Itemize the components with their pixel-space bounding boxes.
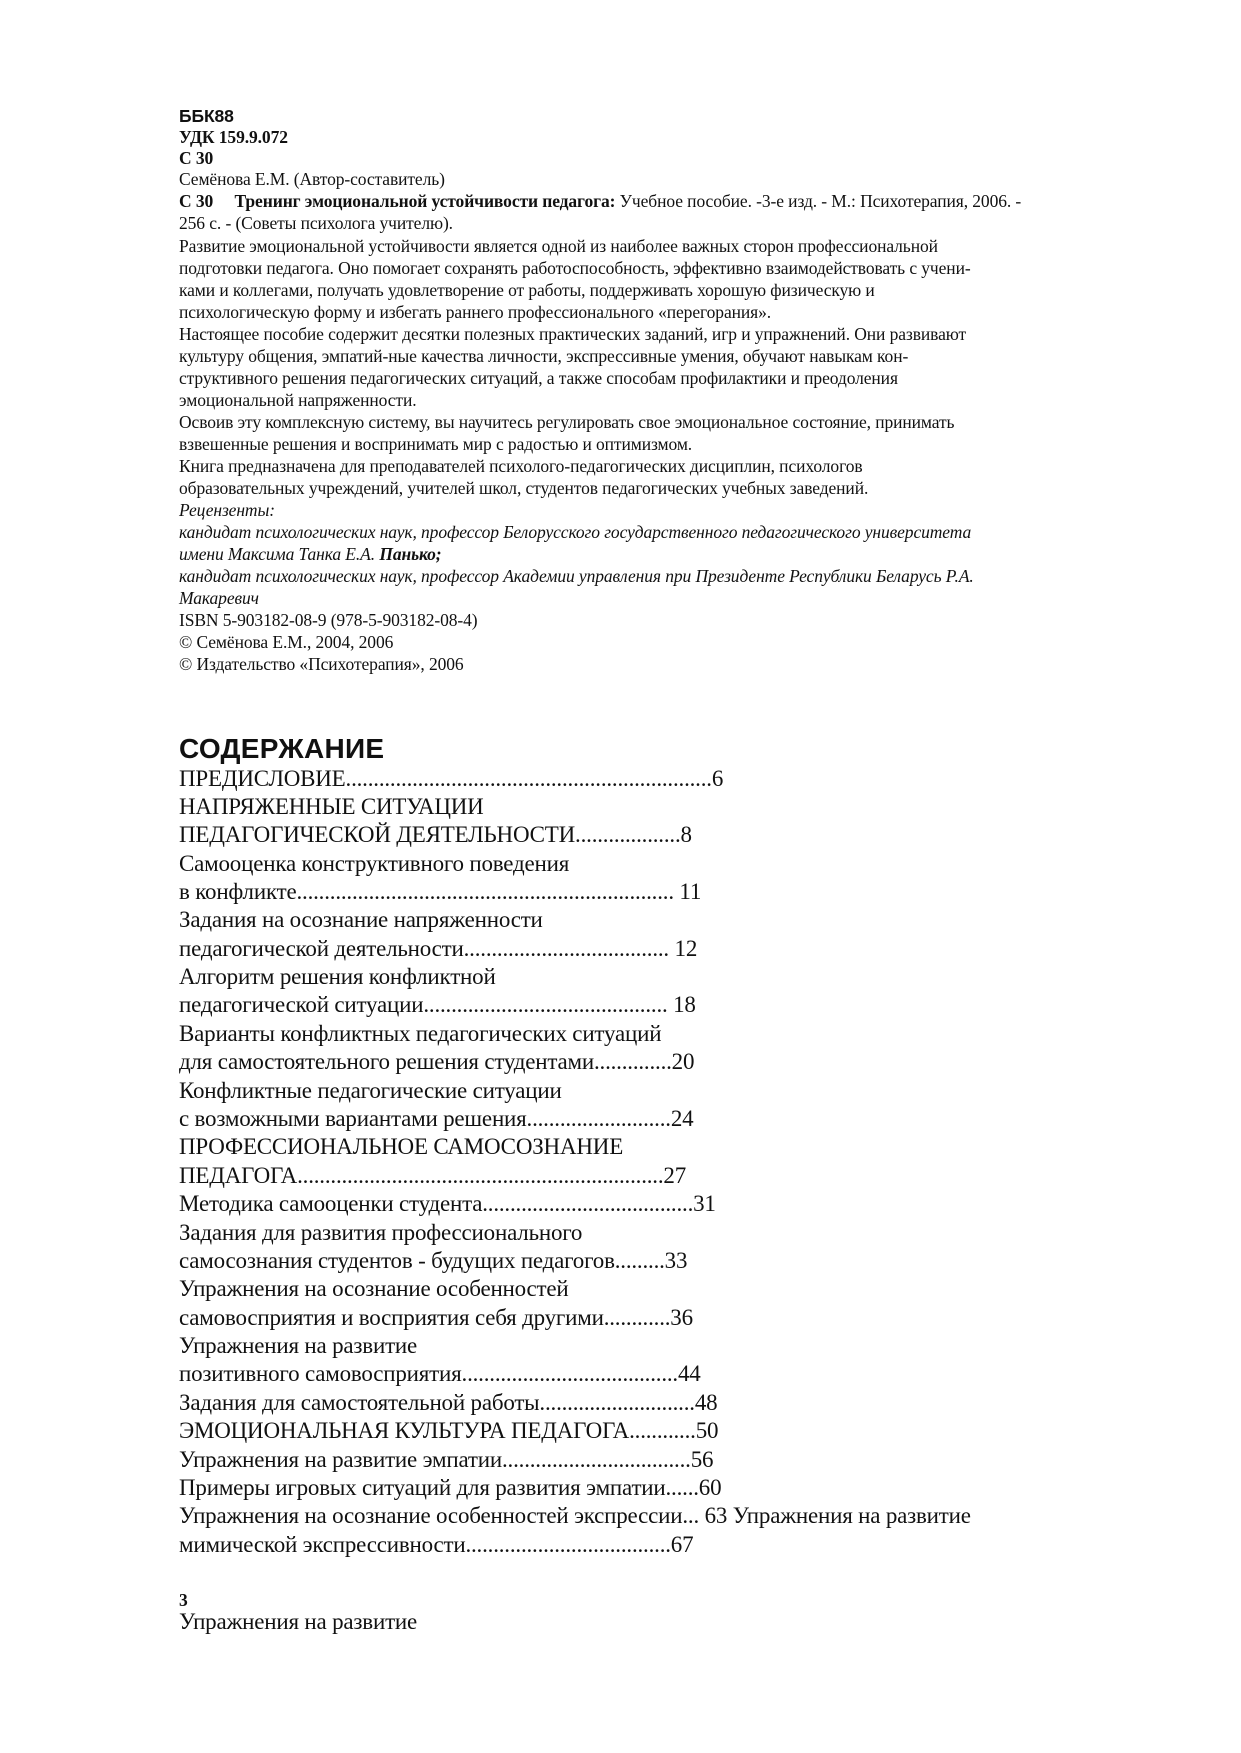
toc-entry[interactable]: с возможными вариантами решения..........................24 xyxy=(179,1106,694,1131)
toc-entry[interactable]: ПЕДАГОГИЧЕСКОЙ ДЕЯТЕЛЬНОСТИ...................8 xyxy=(179,822,692,847)
toc-entry[interactable]: Примеры игровых ситуаций для развития эмпатии......60 xyxy=(179,1475,722,1500)
toc-entry[interactable]: ПРОФЕССИОНАЛЬНОЕ САМОСОЗНАНИЕ xyxy=(179,1134,624,1159)
toc-entry[interactable]: педагогической деятельности..................................... 12 xyxy=(179,936,698,961)
abstract-line: образовательных учреждений, учителей школ, студентов педагогических учебных заведений. xyxy=(179,478,869,498)
abstract-line: психологическую форму и избегать раннего профессионального «перегорания». xyxy=(179,302,772,322)
abstract-line: Книга предназначена для преподавателей психолого-педагогических дисциплин, психологов xyxy=(179,456,863,476)
toc-entry[interactable]: Упражнения на развитие xyxy=(179,1333,418,1358)
author-line: Семёнова Е.М. (Автор-составитель) xyxy=(179,169,445,189)
bib-details: Учебное пособие. -3-е изд. - М.: Психотерапия, 2006. - xyxy=(619,191,1022,211)
toc-entry[interactable]: Самооценка конструктивного поведения xyxy=(179,851,570,876)
toc-entry[interactable]: ЭМОЦИОНАЛЬНАЯ КУЛЬТУРА ПЕДАГОГА............50 xyxy=(179,1418,719,1443)
bib-series: 256 с. - (Советы психолога учителю). xyxy=(179,213,453,233)
bibliographic-entry xyxy=(179,189,1021,213)
toc-entry[interactable]: Варианты конфликтных педагогических ситуаций xyxy=(179,1021,662,1046)
toc-entry[interactable]: самовосприятия и восприятия себя другими............36 xyxy=(179,1305,693,1330)
reviewer-1-affiliation: имени Максима Танка Е.А. xyxy=(179,544,380,564)
toc-entry[interactable]: Задания на осознание напряженности xyxy=(179,907,543,932)
toc-entry[interactable]: педагогической ситуации............................................ 18 xyxy=(179,992,696,1017)
reviewer-2-name: Макаревич xyxy=(179,588,259,608)
toc-entry[interactable]: НАПРЯЖЕННЫЕ СИТУАЦИИ xyxy=(179,794,484,819)
toc-entry[interactable]: Упражнения на осознание особенностей xyxy=(179,1276,569,1301)
toc-entry[interactable]: для самостоятельного решения студентами..............20 xyxy=(179,1049,695,1074)
toc-entry[interactable]: Методика самооценки студента......................................31 xyxy=(179,1191,716,1216)
abstract-line: Настоящее пособие содержит десятки полезных практических заданий, игр и упражнений. Они развивают xyxy=(179,324,967,344)
toc-entry[interactable]: Алгоритм решения конфликтной xyxy=(179,964,496,989)
reviewers-label: Рецензенты: xyxy=(179,500,275,520)
copyright-publisher: © Издательство «Психотерапия», 2006 xyxy=(179,654,464,674)
toc-entry[interactable]: Конфликтные педагогические ситуации xyxy=(179,1078,562,1103)
abstract-line: Развитие эмоциональной устойчивости является одной из наиболее важных сторон профессиональной xyxy=(179,236,938,256)
toc-entry[interactable]: самосознания студентов - будущих педагогов.........33 xyxy=(179,1248,688,1273)
toc-entry[interactable]: ПРЕДИСЛОВИЕ..................................................................6 xyxy=(179,766,724,791)
toc-entry[interactable]: Упражнения на осознание особенностей экспрессии... 63 Упражнения на развитие xyxy=(179,1503,971,1528)
toc-entry[interactable]: Задания для развития профессионального xyxy=(179,1220,583,1245)
reviewer-2: кандидат психологических наук, профессор Академии управления при Президенте Республики Беларусь Р.А. xyxy=(179,566,974,586)
bib-code: С 30 xyxy=(179,191,214,211)
toc-entry[interactable]: мимической экспрессивности.....................................67 xyxy=(179,1532,694,1557)
toc-entry[interactable]: позитивного самовосприятия.......................................44 xyxy=(179,1361,701,1386)
abstract-line: эмоциональной напряженности. xyxy=(179,390,417,410)
toc-entry[interactable]: Задания для самостоятельной работы............................48 xyxy=(179,1390,718,1415)
abstract-line: подготовки педагога. Оно помогает сохранять работоспособность, эффективно взаимодействовать с учени- xyxy=(179,258,971,278)
toc-entry[interactable]: ПЕДАГОГА..................................................................27 xyxy=(179,1163,686,1188)
page-number: 3 xyxy=(179,1590,188,1610)
author-mark: С 30 xyxy=(179,148,214,168)
isbn: ISBN 5-903182-08-9 (978-5-903182-08-4) xyxy=(179,610,478,630)
toc-entry[interactable]: Упражнения на развитие эмпатии..................................56 xyxy=(179,1447,714,1472)
abstract-line: структивного решения педагогических ситуаций, а также способам профилактики и преодоления xyxy=(179,368,898,388)
reviewer-1-name: Панько; xyxy=(379,544,442,564)
copyright-author: © Семёнова Е.М., 2004, 2006 xyxy=(179,632,394,652)
abstract-line: Освоив эту комплексную систему, вы научитесь регулировать свое эмоциональное состояние, принимать xyxy=(179,412,955,432)
contents-heading: СОДЕРЖАНИЕ xyxy=(179,733,385,764)
abstract-line: культуру общения, эмпатий-ные качества личности, экспрессивные умения, обучают навыкам кон- xyxy=(179,346,909,366)
abstract-line: взвешенные решения и воспринимать мир с радостью и оптимизмом. xyxy=(179,434,693,454)
bbk-code: ББК88 xyxy=(179,106,234,126)
book-title: Тренинг эмоциональной устойчивости педагога: xyxy=(234,191,616,211)
udk-code: УДК 159.9.072 xyxy=(179,127,288,147)
abstract-line: ками и коллегами, получать удовлетворение от работы, поддерживать хорошую физическую и xyxy=(179,280,875,300)
reviewer-1: кандидат психологических наук, профессор Белорусского государственного педагогического университета xyxy=(179,522,972,542)
toc-entry[interactable]: в конфликте.................................................................... 11 xyxy=(179,879,702,904)
toc-entry[interactable]: Упражнения на развитие xyxy=(179,1609,418,1634)
reviewer-1-cont xyxy=(179,542,442,566)
